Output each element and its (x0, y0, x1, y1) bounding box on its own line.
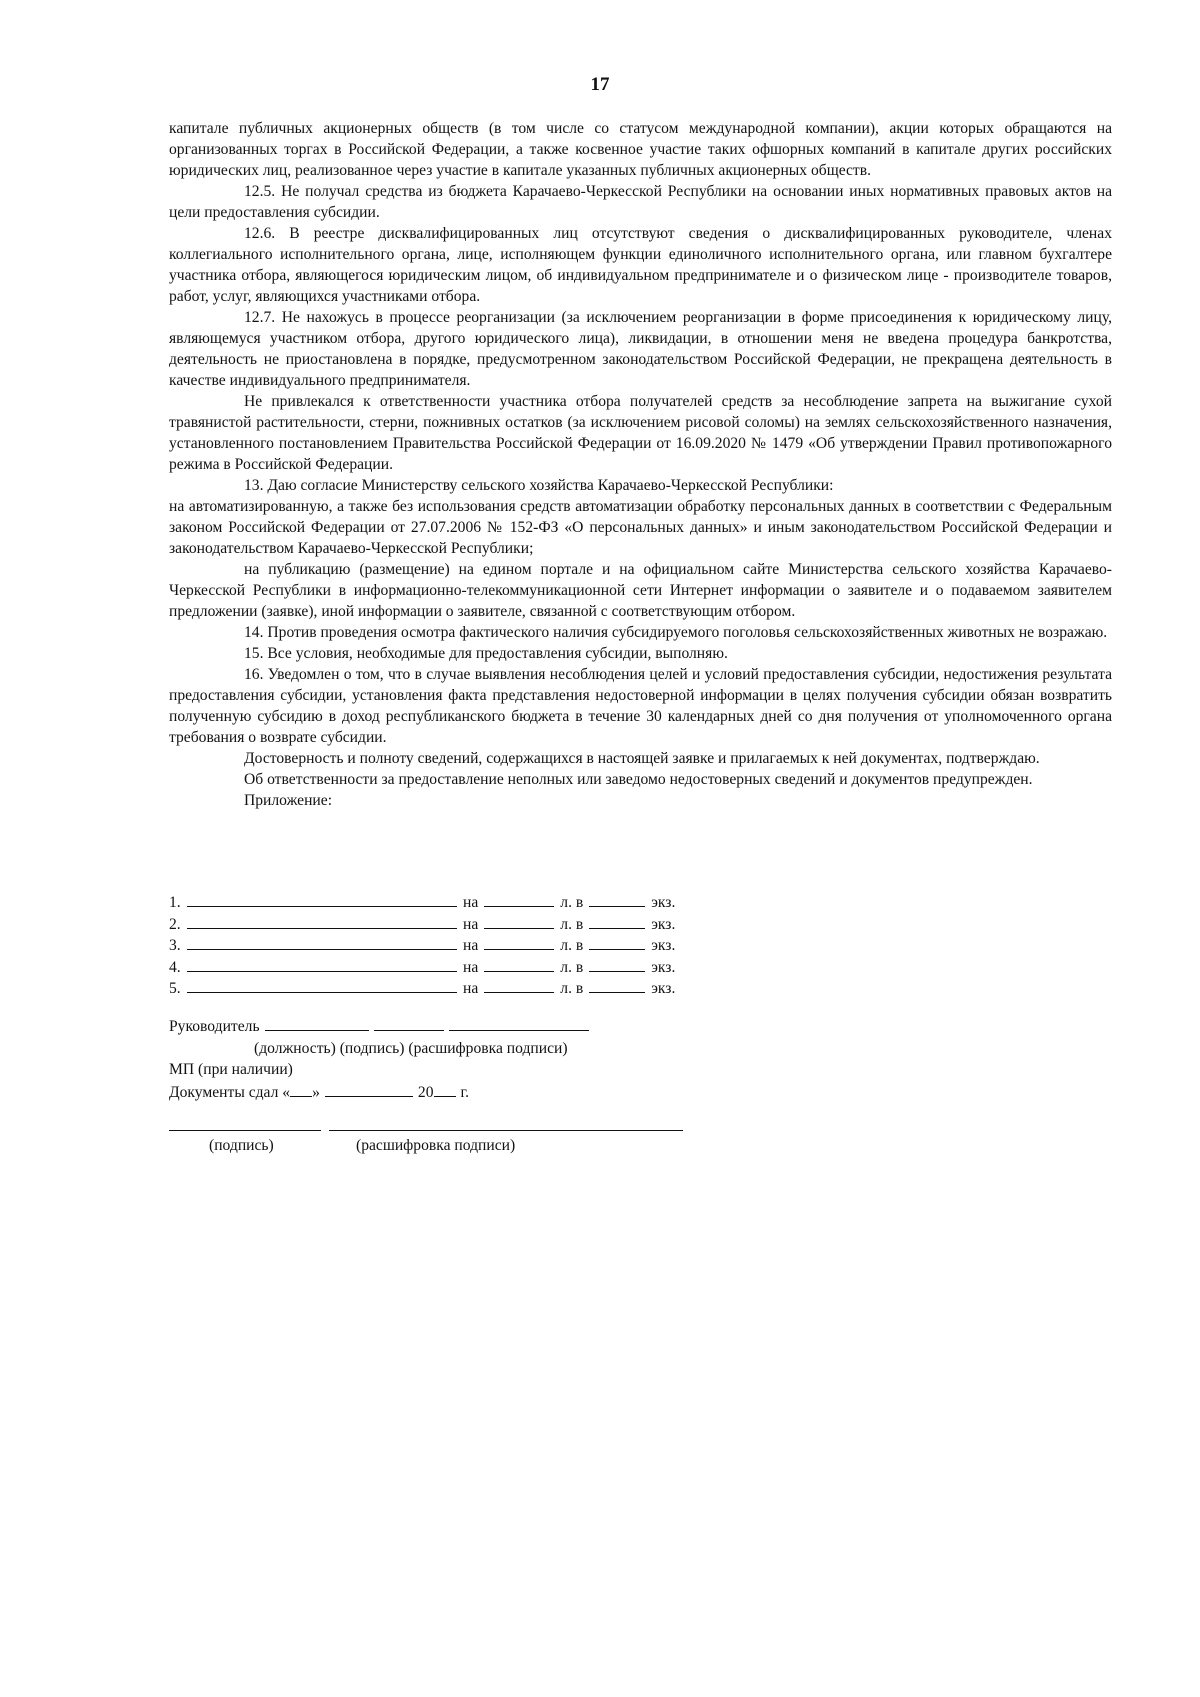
attachment-sheets-label: л. в (560, 894, 584, 911)
signature-block (169, 1015, 683, 1157)
paragraph-capital: капитале публичных акционерных обществ (в том числе со статусом международной компании), акции которых обращаются на организованных торгах в Российской Федерации, а также косвенное участие таких офшорных компаний в капитале других российских юридических лиц, реализованное через участие в капитале указанных публичных акционерных обществ. (169, 120, 1112, 179)
page-number: 17 (590, 74, 610, 95)
paragraph-13: 13. Даю согласие Министерству сельского хозяйства Карачаево-Черкесской Республики: (244, 477, 834, 494)
attachment-na-label: на (463, 915, 479, 933)
attachment-row (169, 891, 675, 913)
attachment-number: 2. (169, 915, 181, 933)
attachment-copies-label: экз. (651, 980, 676, 998)
docs-submitted-mid: » (312, 1083, 320, 1101)
attachment-copies-field[interactable] (589, 956, 645, 972)
caption-signature: (подпись) (209, 1137, 274, 1154)
attachment-sheets-field[interactable] (484, 956, 554, 972)
attachment-sheets-field[interactable] (484, 913, 554, 929)
attachment-sheets-label: л. в (560, 958, 584, 976)
document-body (169, 118, 1112, 811)
signature-field[interactable] (374, 1015, 444, 1031)
receiver-captions (169, 1135, 683, 1157)
paragraph-12-5: 12.5. Не получал средства из бюджета Карачаево-Черкесской Республики на основании иных нормативных правовых актов на цели предоставления субсидии. (169, 183, 1112, 221)
signature-decode-field[interactable] (449, 1015, 589, 1031)
attachment-row (169, 934, 675, 956)
receiver-signature-field[interactable] (169, 1130, 321, 1131)
attachments-list (169, 891, 675, 999)
attachment-na-label: на (463, 937, 479, 955)
attachment-number: 4. (169, 958, 181, 976)
attachment-sheets-label: л. в (560, 980, 584, 998)
docs-day-field[interactable] (290, 1081, 312, 1097)
paragraph-14: 14. Против проведения осмотра фактического наличия субсидируемого поголовья сельскохозяйственных животных не возражаю. (244, 624, 1108, 641)
attachment-copies-label: экз. (651, 915, 676, 933)
attachment-na-label: на (463, 894, 479, 911)
attachment-copies-field[interactable] (589, 977, 645, 993)
caption-decode: (расшифровка подписи) (356, 1137, 516, 1154)
paragraph-12-6: 12.6. В реестре дисквалифицированных лиц отсутствуют сведения о дисквалифицированных руководителе, членах коллегиального исполнительного органа, лице, исполняющем функции единоличного исполнительного органа, или главном бухгалтере участника отбора, являющегося юридическим лицом, об индивидуальном предпринимателе и о физическом лице - производителе товаров, работ, услуг, являющихся участниками отбора. (169, 225, 1112, 305)
attachment-sheets-field[interactable] (484, 977, 554, 993)
attachment-sheets-label: л. в (560, 937, 584, 955)
attachment-row (169, 913, 675, 935)
attachment-sheets-label: л. в (560, 915, 584, 933)
paragraph-13-processing: на автоматизированную, а также без использования средств автоматизации обработку персональных данных в соответствии с Федеральным законом Российской Федерации от 27.07.2006 № 152-ФЗ «О персональных данных» и иным законодательством Российской Федерации и законодательством Карачаево-Черкесской Республики; (169, 498, 1112, 557)
paragraph-16: 16. Уведомлен о том, что в случае выявления несоблюдения целей и условий предоставления субсидии, недостижения результата предоставления субсидии, установления факта представления недостоверной информации в целях получения субсидии обязан возвратить полученную субсидию в доход республиканского бюджета в течение 30 календарных дней со дня получения от уполномоченного органа требования о возврате субсидии. (169, 666, 1112, 746)
stamp-label: МП (при наличии) (169, 1061, 293, 1078)
attachment-row (169, 977, 675, 999)
docs-year-field[interactable] (434, 1081, 456, 1097)
attachment-name-field[interactable] (187, 913, 457, 929)
receiver-decode-field[interactable] (329, 1130, 683, 1131)
attachment-name-field[interactable] (187, 934, 457, 950)
attachment-number: 1. (169, 894, 181, 911)
receiver-signature-line (169, 1117, 683, 1131)
paragraph-13-publication: на публикацию (размещение) на едином портале и на официальном сайте Министерства сельского хозяйства Карачаево-Черкесской Республики в информационно-телекоммуникационной сети Интернет информации о заявителе и о подаваемом заявителем предложении (заявке), иной информации о заявителе, связанной с соответствующим отбором. (169, 561, 1112, 620)
attachments-heading: Приложение: (244, 792, 333, 809)
docs-year-suffix: г. (460, 1083, 470, 1101)
docs-year-prefix: 20 (417, 1083, 434, 1101)
attachment-copies-label: экз. (651, 937, 676, 955)
attachment-name-field[interactable] (187, 891, 457, 907)
head-label: Руководитель (169, 1018, 260, 1035)
attachment-copies-label: экз. (651, 894, 676, 911)
docs-submitted-prefix: Документы сдал « (169, 1083, 291, 1101)
attachment-sheets-field[interactable] (484, 934, 554, 950)
paragraph-reliability: Достоверность и полноту сведений, содержащихся в настоящей заявке и прилагаемых к ней документах, подтверждаю. (244, 750, 1040, 767)
docs-month-field[interactable] (325, 1081, 413, 1097)
head-signature-line (169, 1015, 683, 1038)
position-field[interactable] (265, 1015, 369, 1031)
attachment-na-label: на (463, 980, 479, 998)
paragraph-responsibility: Об ответственности за предоставление неполных или заведомо недостоверных сведений и документов предупрежден. (244, 771, 1033, 788)
attachment-copies-label: экз. (651, 958, 676, 976)
docs-submitted-line (169, 1081, 683, 1104)
paragraph-fire-ban: Не привлекался к ответственности участника отбора получателей средств за несоблюдение запрета на выжигание сухой травянистой растительности, стерни, пожнивных остатков (за исключением рисовой соломы) на землях сельскохозяйственного назначения, установленного постановлением Правительства Российской Федерации от 16.09.2020 № 1479 «Об утверждении Правил противопожарного режима в Российской Федерации. (169, 393, 1112, 473)
attachment-copies-field[interactable] (589, 891, 645, 907)
attachment-copies-field[interactable] (589, 934, 645, 950)
attachment-sheets-field[interactable] (484, 891, 554, 907)
signature-captions: (должность) (подпись) (расшифровка подписи) (254, 1039, 568, 1057)
attachment-name-field[interactable] (187, 956, 457, 972)
paragraph-15: 15. Все условия, необходимые для предоставления субсидии, выполняю. (244, 645, 728, 662)
attachment-na-label: на (463, 958, 479, 976)
attachment-row (169, 956, 675, 978)
attachment-name-field[interactable] (187, 977, 457, 993)
attachment-number: 5. (169, 980, 181, 998)
attachment-copies-field[interactable] (589, 913, 645, 929)
attachment-number: 3. (169, 937, 181, 955)
paragraph-12-7: 12.7. Не нахожусь в процессе реорганизации (за исключением реорганизации в форме присоединения к юридическому лицу, являющемуся участником отбора, другого юридического лица), ликвидации, в отношении меня не введена процедура банкротства, деятельность не приостановлена в порядке, предусмотренном законодательством Российской Федерации, не прекращена деятельность в качестве индивидуального предпринимателя. (169, 309, 1112, 389)
